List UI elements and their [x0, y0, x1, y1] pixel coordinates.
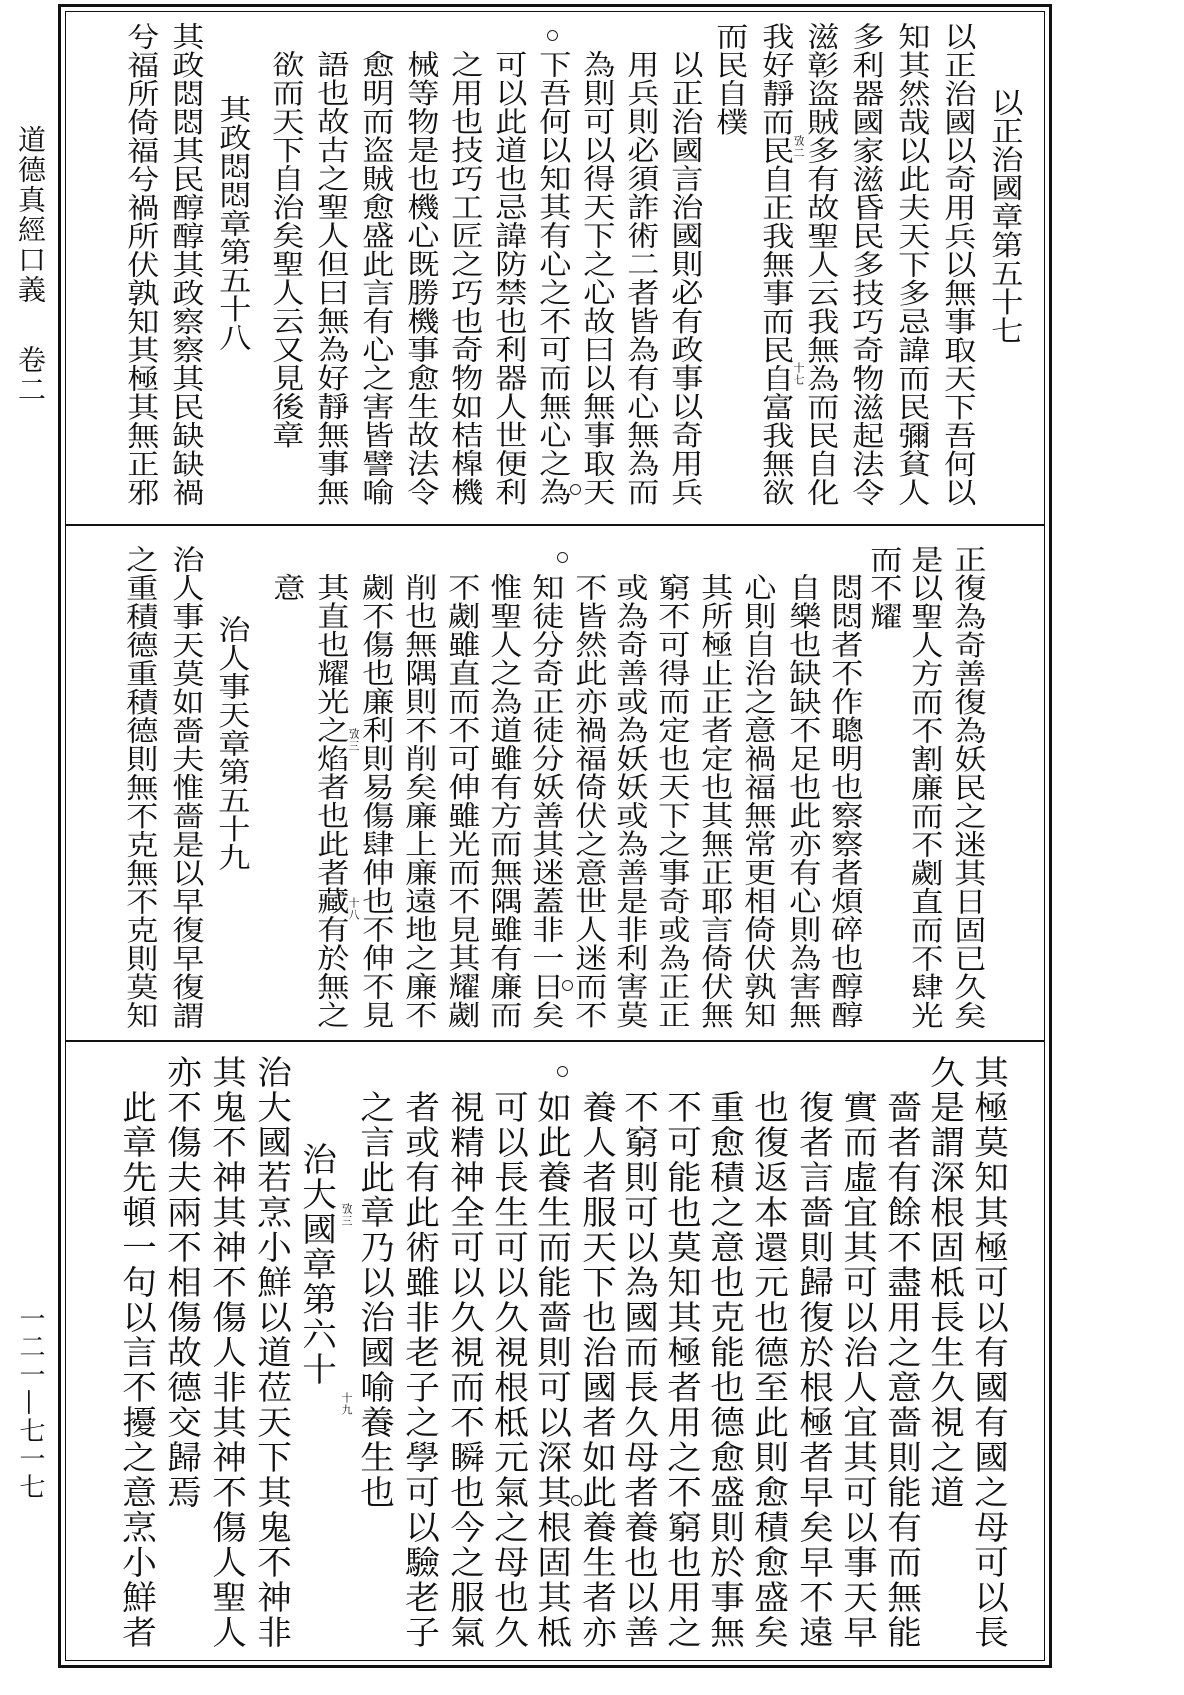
commentary-column: 為則可以得天下之心故曰以無事取天 — [578, 50, 617, 506]
text-column: 治大國若烹小鮮以道莅天下其鬼不神非 — [252, 1055, 293, 1650]
commentary-column: 械等物是也機心既勝機事愈生故法令 — [402, 50, 441, 506]
commentary-column: 心則自治之意禍福無常更相倚伏孰知 — [739, 573, 778, 1029]
text-column: 我好靜而民自正我無事而民自富我無欲 — [757, 22, 796, 507]
commentary-column: 嗇者有餘不盡用之意嗇則能有而無能 — [882, 1090, 923, 1650]
commentary-column: 用兵則必須詐術二者皆為有心無為而 — [622, 50, 661, 506]
commentary-column: 以正治國言治國則必有政事以奇用兵 — [666, 50, 705, 506]
text-column: 多利器國家滋昏民多技巧奇物滋起法令 — [847, 22, 886, 507]
commentary-column: 語也故古之聖人但曰無為好靜無事無 — [312, 50, 351, 506]
chapter-heading: 其政悶悶章第五十八 — [214, 95, 253, 352]
section-circle-mark — [557, 1066, 568, 1077]
text-column: 滋彰盗賊多有故聖人云我無為而民自化 — [802, 22, 841, 507]
commentary-column: 不窮則可以為國而長久母者養也以善 — [619, 1090, 660, 1650]
text-column: 而民自樸 — [711, 22, 750, 136]
commentary-column: 不皆然此亦禍福倚伏之意世人迷而不 — [570, 573, 609, 1029]
commentary-column: 其直也耀光之焰者也此者藏有於無之 — [312, 573, 351, 1029]
text-column: 以正治國以奇用兵以無事取天下吾何以 — [939, 22, 978, 507]
commentary-column: 可以此道也忌諱防禁也利器人世便利 — [490, 50, 529, 506]
annotation-mark: 攷三 — [340, 1203, 353, 1227]
commentary-column: 養人者服天下也治國者如此養生者亦 — [577, 1090, 618, 1650]
commentary-column: 自樂也缺缺不足也此亦有心則為害無 — [784, 573, 823, 1029]
commentary-column: 之用也技巧工匠之巧也奇物如桔槹機 — [446, 50, 485, 506]
commentary-column: 意 — [268, 573, 307, 602]
text-column: 是以聖人方而不割廉而不劌直而不肆光 — [906, 545, 945, 1030]
commentary-column: 下吾何以知其有心之不可而無心之為 — [534, 50, 573, 506]
annotation-mark: 十七 — [792, 362, 805, 386]
book-title: 道德真經口義 — [14, 125, 47, 305]
commentary-column: 削也無隅則不削矣廉上廉遠地之廉不 — [400, 573, 439, 1029]
commentary-column: 劌不傷也廉利則易傷肆伸也不伸不見 — [357, 573, 396, 1029]
text-column: 知其然哉以此夫天下多忌諱而民彌貧人 — [893, 22, 932, 507]
text-column: 正復為奇善復為妖民之迷其日固已久矣 — [949, 545, 988, 1030]
commentary-column: 也復返本還元也德至此則愈積愈盛矣 — [749, 1090, 790, 1650]
chapter-heading: 治大國章第六十 — [297, 1142, 338, 1387]
commentary-column: 者或有此術雖非老子之學可以驗老子 — [400, 1090, 441, 1650]
text-column: 之重積德重積德則無不克無不克則莫知 — [121, 545, 160, 1030]
section-circle-mark — [571, 1495, 582, 1506]
page-number: 一二一—七一七 — [15, 1305, 45, 1501]
text-column: 其政悶悶其民醇醇其政察察其民缺缺禍 — [167, 22, 206, 507]
commentary-column: 愈明而盗賊愈盛此言有心之害皆譬喻 — [357, 50, 396, 506]
text-column: 亦不傷夫兩不相傷故德交歸焉 — [162, 1055, 203, 1510]
commentary-column: 重愈積之意也克能也德愈盛則於事無 — [705, 1090, 746, 1650]
annotation-mark: 十八 — [347, 897, 360, 921]
annotation-mark: 攷二 — [792, 135, 805, 159]
chapter-heading: 治人事天章第五十九 — [213, 615, 252, 872]
commentary-column: 實而虛宜其可以治人宜其可以事天早 — [838, 1090, 879, 1650]
commentary-column: 欲而天下自治矣聖人云又見後章 — [267, 50, 306, 449]
text-column: 其鬼不神其神不傷人非其神不傷人聖人 — [207, 1055, 248, 1650]
text-column: 久是謂深根固柢長生久視之道 — [925, 1055, 966, 1510]
commentary-column: 之言此章乃以治國喻養生也 — [355, 1090, 396, 1510]
commentary-column: 可以長生可以久視根柢元氣之母也久 — [489, 1090, 530, 1650]
commentary-column: 悶悶者不作聰明也察察者煩碎也醇醇 — [826, 573, 865, 1029]
commentary-column: 復者言嗇則歸復於根極者早矣早不遠 — [794, 1090, 835, 1650]
commentary-column: 或為奇善或為妖妖或為善是非利害莫 — [611, 573, 650, 1029]
commentary-column: 知徒分奇正徒分妖善其迷蓋非一日矣 — [527, 573, 566, 1029]
chapter-heading: 以正治國章第五十七 — [986, 88, 1025, 345]
commentary-column: 此章先頓一句以言不擾之意烹小鮮者 — [117, 1090, 158, 1650]
commentary-column: 視精神全可以久視而不瞬也今之服氣 — [445, 1090, 486, 1650]
commentary-column: 不劌雖直而不可伸雖光而不見其耀劌 — [443, 573, 482, 1029]
text-column: 治人事天莫如嗇夫惟嗇是以早復早復謂 — [167, 545, 206, 1030]
text-column: 而不耀 — [865, 545, 904, 631]
volume-label: 卷二 — [14, 345, 47, 405]
commentary-column: 如此養生而能嗇則可以深其根固其柢 — [532, 1090, 573, 1650]
commentary-column: 窮不可得而定也天下之事奇或為正正 — [653, 573, 692, 1029]
text-column: 其極莫知其極可以有國有國之母可以長 — [969, 1055, 1010, 1650]
commentary-column: 惟聖人之為道雖有方而無隅雖有廉而 — [485, 573, 524, 1029]
annotation-mark: 十九 — [340, 1392, 353, 1416]
commentary-column: 其所極止正者定也其無正耶言倚伏無 — [696, 573, 735, 1029]
annotation-mark: 攷三 — [347, 728, 360, 752]
commentary-column: 不可能也莫知其極者用之不窮也用之 — [662, 1090, 703, 1650]
text-column: 兮福所倚福兮禍所伏孰知其極其無正邪 — [122, 22, 161, 507]
